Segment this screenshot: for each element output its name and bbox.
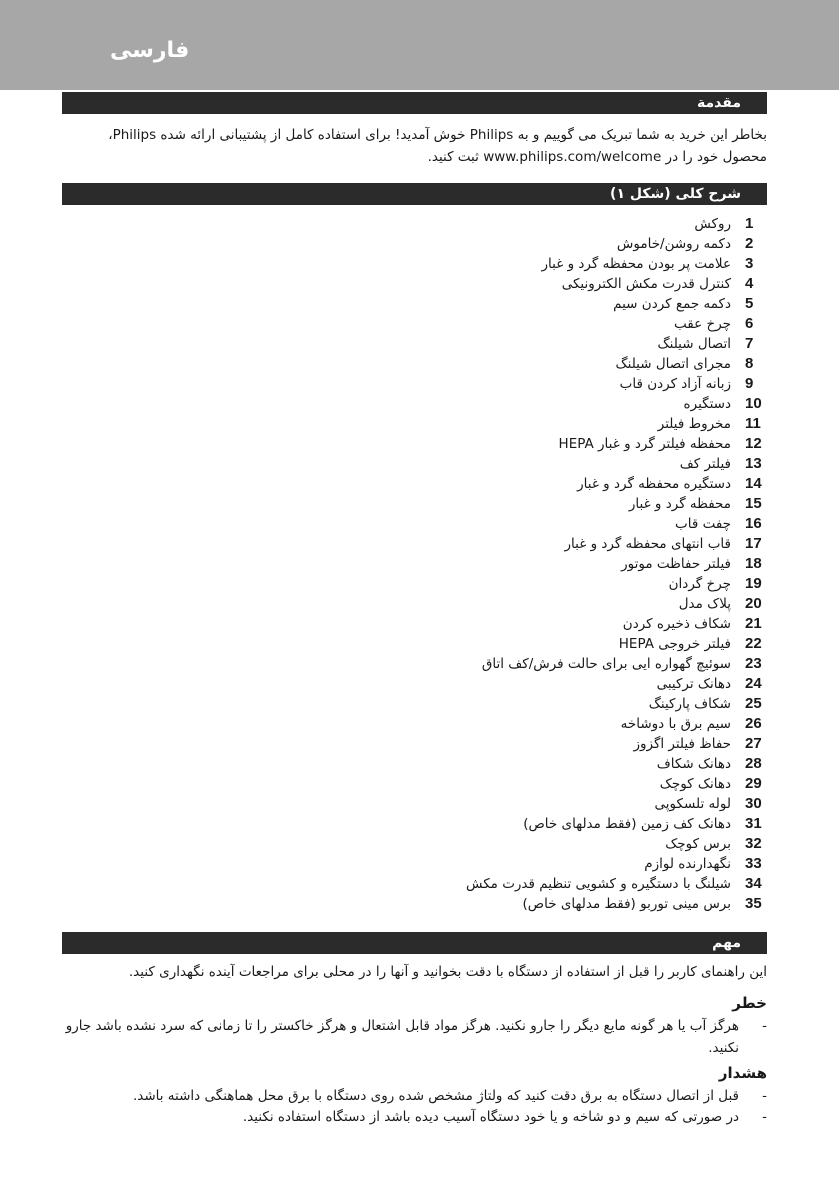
list-item [62, 354, 767, 374]
item-number: 16 [745, 515, 762, 532]
header-band [0, 0, 839, 90]
item-number: 32 [745, 835, 762, 852]
list-item [62, 814, 767, 834]
item-number: 22 [745, 635, 762, 652]
item-number: 3 [745, 255, 754, 272]
item-number: 23 [745, 655, 762, 672]
list-item [62, 674, 767, 694]
list-item [62, 434, 767, 454]
list-item [62, 794, 767, 814]
item-number: 28 [745, 755, 762, 772]
list-item [62, 234, 767, 254]
list-item [62, 254, 767, 274]
item-number: 1 [745, 215, 754, 232]
list-item [62, 534, 767, 554]
item-number: 24 [745, 675, 762, 692]
list-item [62, 314, 767, 334]
warning-bullet-text: قبل از اتصال دستگاه به برق دقت کنید که ولتاژ مشخص شده روی دستگاه با برق محل هماهنگی داشته باشد. [132, 1088, 739, 1104]
item-number: 34 [745, 875, 762, 892]
important-heading: مهم [712, 935, 741, 951]
list-item [62, 694, 767, 714]
bullet-dash: - [762, 1109, 767, 1125]
item-label: شکاف ذخیره کردن [622, 616, 731, 632]
item-number: 35 [745, 895, 762, 912]
item-label: فیلتر حفاظت موتور [621, 556, 731, 572]
section-bar-important [62, 932, 767, 954]
list-item [62, 834, 767, 854]
item-number: 6 [745, 315, 754, 332]
item-number: 18 [745, 555, 762, 572]
item-label: مجرای اتصال شیلنگ [615, 356, 731, 372]
warning-bullet-1 [62, 1085, 767, 1107]
item-number: 9 [745, 375, 754, 392]
item-number: 13 [745, 455, 762, 472]
item-label: روکش [694, 216, 731, 232]
item-number: 4 [745, 275, 754, 292]
item-label: سوئیچ گهواره ایی برای حالت فرش/کف اتاق [481, 656, 731, 672]
item-label: لوله تلسکوپی [654, 796, 731, 812]
item-number: 30 [745, 795, 762, 812]
item-number: 2 [745, 235, 754, 252]
item-number: 19 [745, 575, 762, 592]
item-label: دکمه جمع کردن سیم [613, 296, 731, 312]
list-item [62, 654, 767, 674]
item-number: 21 [745, 615, 762, 632]
item-label: دستگیره محفظه گرد و غبار [577, 476, 731, 492]
danger-bullet-text: هرگز آب یا هر گونه مایع دیگر را جارو نکنید. هرگز مواد قابل اشتعال و هرگز خاکستر را تا زمانی که سرد نشده باشد جارو نکنید. [65, 1018, 739, 1056]
item-number: 12 [745, 435, 762, 452]
item-label: دهانک شکاف [656, 756, 731, 772]
item-number: 7 [745, 335, 754, 352]
item-label: مخروط فیلتر [657, 416, 731, 432]
item-label: فیلتر خروجی HEPA [618, 636, 731, 652]
item-label: دستگیره [683, 396, 731, 412]
item-number: 14 [745, 475, 762, 492]
list-item [62, 494, 767, 514]
item-number: 33 [745, 855, 762, 872]
item-label: حفاظ فیلتر اگزوز [633, 736, 731, 752]
section-bar-overview [62, 183, 767, 205]
list-item [62, 374, 767, 394]
list-item [62, 754, 767, 774]
item-number: 10 [745, 395, 762, 412]
list-item [62, 874, 767, 894]
overview-list [62, 214, 767, 914]
item-label: پلاک مدل [678, 596, 731, 612]
list-item [62, 414, 767, 434]
item-label: برس مینی توربو (فقط مدلهای خاص) [522, 896, 731, 912]
list-item [62, 634, 767, 654]
item-label: شکاف پارکینگ [648, 696, 731, 712]
warning-heading: هشدار [718, 1064, 767, 1082]
item-number: 15 [745, 495, 762, 512]
list-item [62, 734, 767, 754]
list-item [62, 614, 767, 634]
list-item [62, 714, 767, 734]
list-item [62, 274, 767, 294]
item-label: دهانک کف زمین (فقط مدلهای خاص) [523, 816, 731, 832]
item-label: محفظه فیلتر گرد و غبار HEPA [558, 436, 731, 452]
section-bar-intro [62, 92, 767, 114]
item-label: نگهدارنده لوازم [644, 856, 731, 872]
item-label: سیم برق با دوشاخه [620, 716, 731, 732]
list-item [62, 574, 767, 594]
important-text: این راهنمای کاربر را قبل از استفاده از دستگاه با دقت بخوانید و آنها را در محلی برای مراجعات آینده نگهداری کنید. [128, 964, 767, 980]
bullet-dash: - [762, 1088, 767, 1104]
language-title: فارسی [110, 38, 190, 63]
overview-heading: شرح کلی (شکل ۱) [610, 186, 741, 202]
item-label: قاب انتهای محفظه گرد و غبار [564, 536, 731, 552]
item-label: اتصال شیلنگ [657, 336, 731, 352]
list-item [62, 454, 767, 474]
item-number: 29 [745, 775, 762, 792]
bullet-dash: - [762, 1018, 767, 1034]
item-label: دهانک کوچک [659, 776, 731, 792]
item-label: محفظه گرد و غبار [628, 496, 731, 512]
item-number: 8 [745, 355, 754, 372]
item-number: 5 [745, 295, 754, 312]
item-label: دکمه روشن/خاموش [616, 236, 731, 252]
item-number: 25 [745, 695, 762, 712]
danger-heading: خطر [732, 994, 767, 1012]
list-item [62, 594, 767, 614]
list-item [62, 394, 767, 414]
item-label: چرخ عقب [674, 316, 731, 332]
list-item [62, 334, 767, 354]
item-label: دهانک ترکیبی [656, 676, 731, 692]
item-label: علامت پر بودن محفظه گرد و غبار [541, 256, 731, 272]
item-label: چفت قاب [675, 516, 731, 532]
item-label: کنترل قدرت مکش الکترونیکی [561, 276, 731, 292]
item-label: برس کوچک [665, 836, 731, 852]
list-item [62, 294, 767, 314]
danger-bullet [62, 1015, 767, 1059]
item-number: 20 [745, 595, 762, 612]
list-item [62, 474, 767, 494]
intro-heading: مقدمة [697, 95, 741, 111]
item-label: شیلنگ با دستگیره و کشویی تنظیم قدرت مکش [466, 876, 731, 892]
list-item [62, 774, 767, 794]
item-number: 17 [745, 535, 762, 552]
item-label: چرخ گردان [668, 576, 731, 592]
warning-bullet-text: در صورتی که سیم و دو شاخه و یا خود دستگاه آسیب دیده باشد از دستگاه استفاده نکنید. [242, 1109, 739, 1125]
warning-bullet-2 [62, 1106, 767, 1128]
list-item [62, 854, 767, 874]
list-item [62, 514, 767, 534]
list-item [62, 554, 767, 574]
list-item [62, 894, 767, 914]
item-number: 27 [745, 735, 762, 752]
item-label: زبانه آزاد کردن قاب [619, 376, 731, 392]
item-number: 26 [745, 715, 762, 732]
intro-text: بخاطر این خرید به شما تبریک می گوییم و به Philips خوش آمدید! برای استفاده کامل از پشتیبانی ارائه شده Philips، محصول خود را در www.philips.com/welcome ثبت کنید. [108, 127, 767, 165]
item-label: فیلتر کف [679, 456, 731, 472]
item-number: 11 [745, 415, 761, 432]
list-item [62, 214, 767, 234]
item-number: 31 [745, 815, 762, 832]
